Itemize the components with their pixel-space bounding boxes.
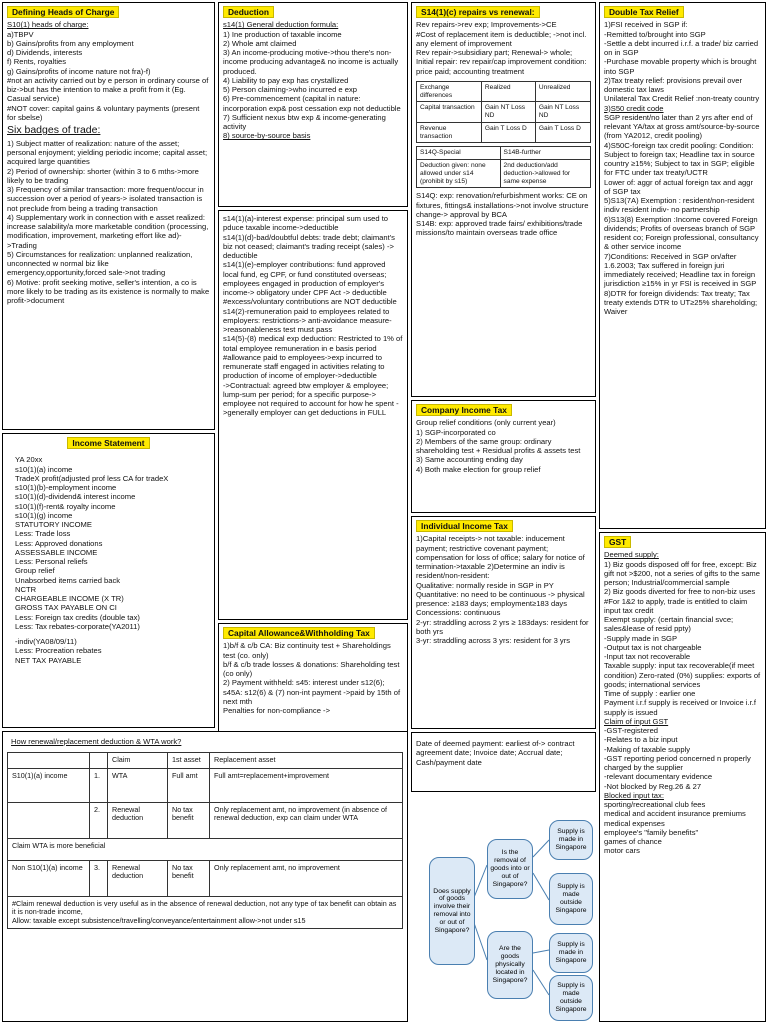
- dtr-line: -Settle a debt incurred i.r.f. a trade/ biz carried on in SGP: [604, 38, 761, 57]
- table-cell: Non S10(1)(a) income: [8, 860, 90, 896]
- ca-line: b/f & c/b trade losses & donations: Shareholding test (co only): [223, 659, 402, 678]
- gst-line: Exempt supply: (certain financial svce; sales&lease of resid ppty): [604, 615, 736, 634]
- individual-line: Qualitative: normally reside in SGP in PY: [416, 580, 554, 590]
- gst-line: -Output tax is not chargeable: [604, 642, 702, 652]
- badge-item: 6) Motive: profit seeking motive, seller's intention, a co is more likely to be trading as its existence is normally to make profit->document: [7, 277, 212, 306]
- gst-line: Blocked input tax:: [604, 790, 664, 800]
- gst-line: -Relates to a biz input: [604, 735, 678, 745]
- double-tax-title: Double Tax Relief: [604, 6, 684, 18]
- gst-line: Taxable supply: input tax recoverable(if meet condition) Zero-rated (0%) supplies: exports of goods; international services: [604, 661, 763, 689]
- heads-list: [7, 20, 210, 122]
- heads-line: #not an activity carried out by e person in ordinary course of biz->but has the intention to make a profit from it (Eg. Casual service): [7, 75, 211, 104]
- is-line: TradeX profit(adjusted prof less CA for tradeX: [15, 473, 169, 483]
- table-header-row: [417, 147, 591, 160]
- badge-item: 4) Supplementary work in connection with e asset realized: increase salability/a more marketable condition (processing, modification, improvement, marketing effort like ad)->Trading: [7, 212, 211, 250]
- dtr-line: -Remitted to/brought into SGP: [604, 29, 706, 39]
- table-header-cell: Exchange differences: [417, 81, 482, 102]
- ca-line: Penalties for non-compliance ->: [223, 706, 331, 715]
- is-line: s10(1)(b)-employment income: [15, 483, 117, 492]
- gst-line: -GST reporting period concerned n properly charged by the supplier: [604, 753, 753, 772]
- table-cell: Only replacement amt, no improvement: [210, 860, 403, 896]
- heads-line: S10(1) heads of charge:: [7, 20, 89, 30]
- badges-title: Six badges of trade:: [7, 124, 101, 136]
- flow-outcome-outside-sg: Supply is made outside Singapore: [549, 975, 593, 1021]
- capital-allowance-box: [218, 623, 408, 735]
- table-cell: S10(1)(a) income: [8, 768, 90, 802]
- individual-tax-box: [411, 516, 596, 729]
- table-row: [8, 838, 403, 860]
- individual-line: Concessions: continuous: [416, 608, 501, 618]
- income-statement-box: [2, 433, 215, 728]
- ca-line: 2) Payment withheld: s45: interest under s12(6); s45A: s12(6) & (7) non-int payment ->paid by 15th of next mth: [223, 678, 403, 706]
- table-cell: 3.: [90, 860, 108, 896]
- badge-item: 2) Period of ownership: shorter (within 3 to 6 mths->more likely to be trading: [7, 166, 201, 185]
- is-line: s10(1)(a) income: [15, 464, 73, 474]
- repairs-line: Rev repair->subsidiary part; Renewal-> whole; Initial repair: rev repair/cap improvement condition: price paid; accounting treatment: [416, 48, 589, 76]
- deduction-line: 5) Person claiming->who incurred e exp: [223, 85, 358, 94]
- gst-line: -GST-registered: [604, 726, 659, 735]
- supply-flowchart: [411, 795, 596, 1022]
- company-line: 2) Members of the same group: ordinary shareholding test + Residual profits & assets test: [416, 436, 581, 455]
- dtr-line: 2)Tax treaty relief: provisions prevail over domestic tax laws: [604, 75, 745, 94]
- table-cell: 2.: [90, 802, 108, 838]
- is-line: STATUTORY INCOME: [15, 520, 92, 529]
- wta-footer-line: #Claim renewal deduction is very useful as in the absence of renewal deduction, not any type of tax benefit can obtain as it is non-trade income,: [12, 898, 399, 917]
- repairs-after-line: S14B: exp: approved trade fairs/ exhibitions/trade missions/to maintain overseas trade office: [416, 219, 585, 238]
- individual-line: 3-yr: straddling across 3 yrs: resident for 3 yrs: [416, 636, 571, 645]
- company-tax-box: [411, 400, 596, 513]
- flow-outcome-in-sg: Supply is made in Singapore: [549, 933, 593, 973]
- is-line: GROSS TAX PAYABLE ON CI: [15, 603, 117, 613]
- table-header-cell: S14B-further: [500, 147, 590, 160]
- heads-line: a)TBPV: [7, 29, 34, 39]
- table-cell: Renewal deduction: [108, 860, 168, 896]
- gst-line: -Making of taxable supply: [604, 744, 691, 754]
- repairs-title: S14(1)(c) repairs vs renewal:: [416, 6, 540, 18]
- gst-line: Time of supply : earlier one: [604, 689, 696, 698]
- deduction-line: 1) Ine production of taxable income: [223, 29, 342, 39]
- is-line: NET TAX PAYABLE: [15, 655, 82, 665]
- deduction-line: 2) Whole amt claimed: [223, 38, 297, 48]
- is-line: Less: Personal reliefs: [15, 557, 88, 566]
- is-line: Group relief: [15, 566, 55, 576]
- table-header-cell: 1st asset: [168, 753, 210, 768]
- is-line: Less: Trade loss: [15, 529, 71, 539]
- table-row: [8, 896, 403, 928]
- wta-question: How renewal/replacement deduction & WTA work?: [11, 737, 182, 746]
- table-cell: Full amt: [168, 768, 210, 802]
- repairs-line: Rev repairs->rev exp; Improvements->CE: [416, 20, 557, 30]
- wta-footer-line: Allow: taxable except subsistence/travelling/conveyance/entertainment allow->not under s15: [12, 915, 306, 925]
- badge-item: 1) Subject matter of realization: nature of the asset; personal enjoyment; yielding periodic income; capital asset; acquired large quantities: [7, 138, 210, 167]
- dtr-line: SGP resident/no later than 2 yrs after end of relevant YA/tax at gross amt/source-by-source (from YA2012, credit pooling): [604, 112, 762, 141]
- deduction-line: s14(1) General deduction formula:: [223, 20, 339, 30]
- table-cell: No tax benefit: [168, 802, 210, 838]
- is-line: ASSESSABLE INCOME: [15, 547, 98, 557]
- s14-line: s14(1)(d)-bad/doubtful debts: trade debt; claimant's biz not ceased; claimant's trading receipt (sales) -> deductible: [223, 232, 398, 260]
- is-line: s10(1)(d)-dividend& interest income: [15, 492, 136, 502]
- wta-box: [2, 731, 408, 1022]
- special-table: [416, 146, 591, 188]
- wta-footer-cell: [8, 896, 403, 928]
- exchange-table: [416, 81, 591, 144]
- is-line: Less: Foreign tax credits (double tax): [15, 612, 140, 622]
- table-cell: Deduction given: none allowed under s14 (prohibit by s15): [417, 160, 501, 188]
- table-cell: Revenue transaction: [417, 122, 482, 143]
- s14-line: s14(2)-remuneration paid to employees related to employers: restrictions-> anti-avoidance measure->reasonableness test must pass: [223, 306, 392, 334]
- table-cell: [8, 802, 90, 838]
- flow-start-node: Does supply of goods involve their removal into or out of Singapore?: [429, 857, 475, 965]
- table-cell: WTA: [108, 768, 168, 802]
- dtr-line: 6)S13(8) Exemption :Income covered Foreign dividends; Profits of overseas branch of SGP resident co; Foreign professional, consultancy & other service income: [604, 214, 761, 252]
- gst-line: 2) Biz goods diverted for free to non-biz uses: [604, 587, 756, 597]
- gst-line: 1) Biz goods disposed off for free, except: Biz gift not >$200, not a series of gifts to the same person; Industrial/commercial sample: [604, 559, 763, 587]
- s14-line: #allowance paid to employees->exp incurred to remunerate staff engaged in activities relating to production of income of employer->deductible: [223, 352, 387, 381]
- is-line: Less: Procreation rebates: [15, 646, 102, 656]
- deemed-date-text: Date of deemed payment: earliest of-> contract agreement date; Invoice date; Accrual date; Cash/payment date: [416, 739, 577, 767]
- deemed-date-box: [411, 732, 596, 792]
- individual-line: Quantitative: no need to be continuous -> physical presence: ≥183 days; employment≥183 days: [416, 589, 587, 608]
- heads-of-charge-title: Defining Heads of Charge: [7, 6, 119, 18]
- income-statement-list: [7, 455, 210, 665]
- repairs-after-line: S14Q: exp: renovation/refurbishment works: CE on fixtures, fittings& installations->not involve structure change-> approval by BCA: [416, 191, 591, 219]
- table-row: [8, 802, 403, 838]
- s14-line: #excess/voluntary contributions are NOT deductible: [223, 297, 397, 307]
- gst-line: medical and accident insurance premiums: [604, 809, 746, 819]
- is-line: s10(1)(f)-rent& royalty income: [15, 501, 116, 511]
- repairs-line: #Cost of replacement item is deductible; ->not incl. any element of improvement: [416, 29, 589, 48]
- gst-line: -Input tax not recoverable: [604, 652, 691, 661]
- table-header-cell: [90, 753, 108, 768]
- income-statement-title: Income Statement: [67, 437, 149, 449]
- is-line: Less: Tax rebates-corporate(YA2011): [15, 621, 140, 631]
- is-line: s10(1)(g) income: [15, 510, 73, 520]
- gst-line: Claim of input GST: [604, 716, 669, 726]
- gst-title: GST: [604, 536, 631, 548]
- gst-line: #For 1&2 to apply, trade is entitled to claim input tax credit: [604, 596, 750, 615]
- is-line: Less: Approved donations: [15, 538, 103, 548]
- gst-line: Deemed supply:: [604, 550, 659, 560]
- gst-line: -Supply made in SGP: [604, 633, 678, 643]
- ca-line: 1)b/f & c/b CA: Biz continuity test + Shareholdings test (co. only): [223, 641, 393, 660]
- company-line: 3) Same accounting ending day: [416, 455, 523, 465]
- s14-details-box: [218, 210, 408, 620]
- gst-line: motor cars: [604, 846, 640, 856]
- income-statement-header: [7, 437, 210, 451]
- company-line: Group relief conditions (only current year): [416, 418, 556, 428]
- gst-line: -relevant documentary evidence: [604, 772, 713, 782]
- dtr-line: 1)FSI received in SGP if:: [604, 20, 688, 30]
- company-tax-title: Company Income Tax: [416, 404, 512, 416]
- flow-question-removal: Is the removal of goods into or out of Singapore?: [487, 839, 533, 899]
- table-cell: No tax benefit: [168, 860, 210, 896]
- table-header-cell: Realized: [481, 81, 535, 102]
- table-header-cell: Claim: [108, 753, 168, 768]
- heads-line: b) Gains/profits from any employment: [7, 38, 134, 48]
- table-cell: Gain NT Loss ND: [535, 102, 590, 123]
- flow-question-location: Are the goods physically located in Singapore?: [487, 931, 533, 999]
- table-cell: Capital transaction: [417, 102, 482, 123]
- gst-line: employee's "family benefits": [604, 827, 699, 837]
- wta-note-cell: Claim WTA is more beneficial: [8, 838, 403, 860]
- gst-line: -Not blocked by Reg.26 & 27: [604, 781, 702, 791]
- deduction-box: [218, 2, 408, 207]
- table-cell: Full amt=replacement+improvement: [210, 768, 403, 802]
- table-row: [8, 768, 403, 802]
- table-header-cell: [8, 753, 90, 768]
- s14-line: s14(1)(a)-interest expense: principal sum used to pduce taxable income->deductible: [223, 214, 391, 233]
- table-cell: Gain T Loss D: [481, 122, 535, 143]
- is-line: NCTR: [15, 584, 37, 594]
- gst-line: Payment i.r.f supply is received or Invoice i.r.f supply is issued: [604, 698, 759, 717]
- is-line: YA 20xx: [15, 455, 43, 465]
- deduction-line: 3) An income-producing motive->thou there's non-income producing advantage& no income is actually produced.: [223, 48, 401, 76]
- double-tax-box: [599, 2, 766, 529]
- deduction-line: 7) Sufficient nexus btw exp & income-generating activity: [223, 112, 388, 131]
- company-line: 4) Both make election for group relief: [416, 464, 541, 474]
- table-row: [8, 860, 403, 896]
- deduction-line: 8) source-by-source basis: [223, 131, 311, 141]
- table-cell: Only replacement amt, no improvement (in absence of renewal deduction, exp can claim under WTA: [210, 802, 403, 838]
- gst-line: sporting/recreational club fees: [604, 800, 706, 809]
- s14-line: s14(5)-(8) medical exp deduction: Restricted to 1% of total employee remuneration in e basis period: [223, 334, 405, 353]
- is-line: -indiv(YA08/09/11): [15, 637, 77, 646]
- dtr-line: -Purchase movable property which is brought into SGP: [604, 57, 759, 76]
- table-cell: 2nd deduction/add deduction->allowed for same expense: [500, 160, 590, 188]
- gst-line: medical expenses: [604, 818, 665, 828]
- repairs-box: [411, 2, 596, 397]
- badge-item: 5) Circumstances for realization: unplanned realization, unconnected w normal biz like emergency,opportunity,forced sale->not trading: [7, 249, 195, 278]
- table-header-row: [8, 753, 403, 768]
- table-cell: Gain T Loss D: [535, 122, 590, 143]
- table-header-cell: Replacement asset: [210, 753, 403, 768]
- table-cell: 1.: [90, 768, 108, 802]
- badges-list: [7, 139, 210, 306]
- wta-table: [7, 752, 403, 929]
- heads-line: f) Rents, royalties: [7, 57, 67, 67]
- table-header-cell: Unrealized: [535, 81, 590, 102]
- deduction-line: 6) Pre-commencement (capital in nature: incorporation exp& post cessation exp not deductible: [223, 94, 401, 113]
- dtr-line: 5)S13(7A) Exemption : resident/non-resident indiv resident indiv- no partnership: [604, 196, 757, 215]
- deduction-line: 4) Liability to pay exp has crystallized: [223, 75, 349, 85]
- flow-outcome-in-sg: Supply is made in Singapore: [549, 820, 593, 860]
- deduction-title: Deduction: [223, 6, 274, 18]
- dtr-line: 8)DTR for foreign dividends: Tax treaty; Tax treaty extends DTR to UT≥25% shareholding; Waiver: [604, 288, 760, 316]
- s14-line: s14(1)(e)-employer contributions: fund approved local fund, eg CPF, or fund constituted overseas; employees engaged in production of employer's income-> obligatory under CPF Act -> deductible: [223, 260, 389, 297]
- company-line: 1) SGP-incorporated co: [416, 427, 496, 437]
- is-line: CHARGEABLE INCOME (X TR): [15, 594, 124, 603]
- badge-item: 3) Frequency of similar transaction: more frequent/occur in succession over a period of years-> isolated transaction is not preclude from being a trading transaction: [7, 185, 206, 213]
- table-row: [417, 122, 591, 143]
- heads-line: g) Gains/profits of income nature not fra)-f): [7, 66, 151, 76]
- table-row: [417, 160, 591, 188]
- heads-of-charge-box: [2, 2, 215, 430]
- individual-line: 1)Capital receipts-> not taxable: inducement payment; restrictive covenant payment; compensation for loss of office; salary for notice of termination->taxable 2)Determine an indiv is resident/non-resident:: [416, 534, 587, 581]
- flow-outcome-outside-sg: Supply is made outside Singapore: [549, 873, 593, 925]
- table-cell: Gain NT Loss ND: [481, 102, 535, 123]
- table-header-row: [417, 81, 591, 102]
- s14-line: ->Contractual: agreed btw employer & employee; lump-sum per period; for a specific purpose-> employee not required to account for how he spent ->generally employer can get deductions in FULL: [223, 380, 399, 418]
- dtr-line: 7)Conditions: Received in SGP on/after 1.6.2003; Tax suffered in foreign juri immediately received; Headline tax in foreign jurisdiction ≥15% in yr FSI is received in SGP: [604, 251, 758, 289]
- gst-line: games of chance: [604, 837, 662, 846]
- dtr-line: Lower of: aggr of actual foreign tax and aggr of SGP tax: [604, 177, 756, 196]
- gst-box: [599, 532, 766, 1022]
- table-row: [417, 102, 591, 123]
- heads-line: #NOT cover: capital gains & voluntary payments (present for sbelse): [7, 103, 202, 122]
- dtr-line: 3)S50 credit code: [604, 103, 664, 113]
- dtr-line: Unilateral Tax Credit Relief :non-treaty country: [604, 94, 760, 104]
- capital-allowance-title: Capital Allowance&Withholding Tax: [223, 627, 375, 639]
- table-header-cell: S14Q-Special: [417, 147, 501, 160]
- dtr-line: 4)S50C-foreign tax credit pooling: Condition: Subject to foreign tax; Headline tax in source country ≥15%; Subject to tax in SGP; eligible for FTC under tax treaty/UCTR: [604, 140, 757, 178]
- is-line: Unabsorbed items carried back: [15, 575, 121, 585]
- heads-line: d) Dividends, interests: [7, 48, 83, 57]
- individual-tax-title: Individual Income Tax: [416, 520, 513, 532]
- table-cell: Renewal deduction: [108, 802, 168, 838]
- individual-line: 2-yr: straddling across 2 yrs ≥ 183days: resident for both yrs: [416, 617, 591, 636]
